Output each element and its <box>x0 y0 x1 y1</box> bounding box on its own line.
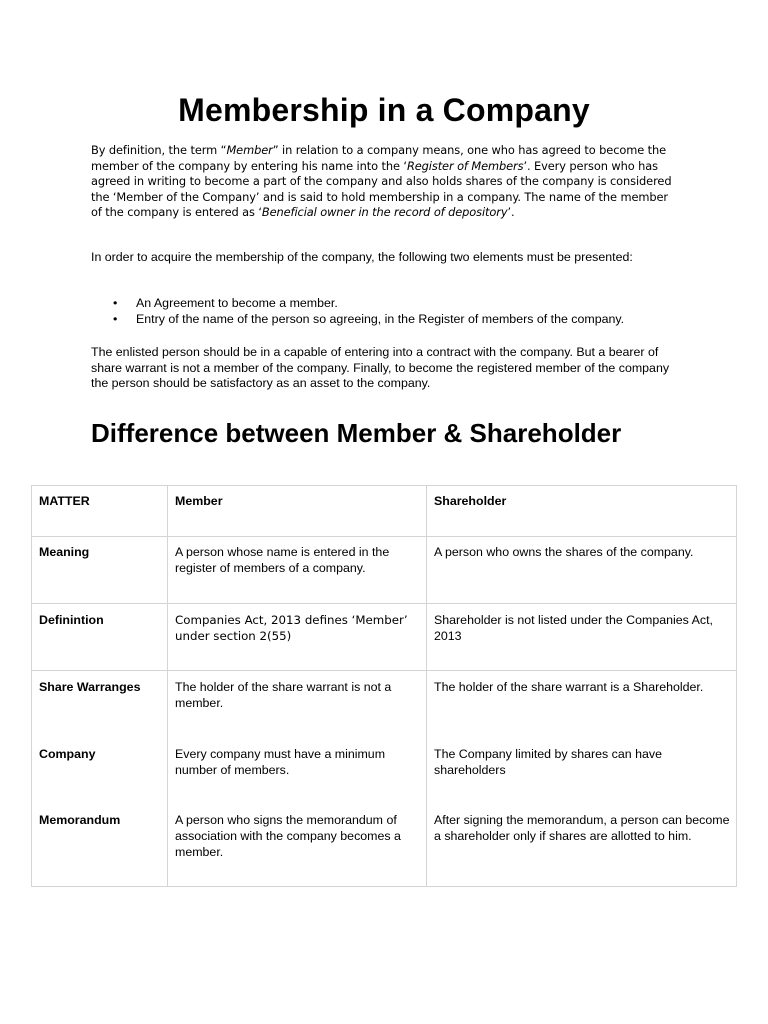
closing-paragraph: The enlisted person should be in a capable of entering into a contract with the company. But a bearer of share warrant is not a member of the company. Finally, to become the registered member of the company the person should be satisfactory as an asset to the company. <box>91 345 670 391</box>
definition-text-2: ” in relation to a company means, one who has agreed to become the member of the company by entering his name into the ‘ <box>91 143 667 173</box>
list-item-text: Entry of the name of the person so agreeing, in the Register of members of the company. <box>136 312 625 326</box>
table-cell: A person who owns the shares of the company. <box>434 545 694 559</box>
bullet-icon: • <box>113 296 118 310</box>
table-header-member: Member <box>175 494 223 508</box>
table-cell: Shareholder is not listed under the Companies Act, 2013 <box>434 613 713 643</box>
table-divider <box>31 603 737 604</box>
table-cell: A person who signs the memorandum of association with the company becomes a member. <box>175 813 401 859</box>
definition-term-register: Register of Members <box>406 158 524 173</box>
table-cell: The Company limited by shares can have shareholders <box>434 747 662 777</box>
row-label: Definintion <box>39 613 104 627</box>
page-title: Membership in a Company <box>178 92 590 128</box>
requirements-intro: In order to acquire the membership of the company, the following two elements must be presented: <box>91 250 633 264</box>
definition-text-3: ’. Every person who has agreed in writing to become a part of the company and also holds shares of the company is considered the ‘Member of the Company’ and is said to hold membership in a company. The name of the member of the company is entered as ‘ <box>91 158 672 220</box>
table-cell: A person whose name is entered in the register of members of a company. <box>175 545 390 575</box>
definition-paragraph <box>91 143 681 221</box>
definition-text-1: By definition, the term “ <box>91 143 227 157</box>
table-divider <box>31 670 737 671</box>
bullet-icon: • <box>113 312 118 326</box>
definition-text-4: ’. <box>507 205 515 220</box>
table-divider <box>167 485 168 887</box>
table-cell: The holder of the share warrant is a Shareholder. <box>434 680 704 694</box>
table-header-shareholder: Shareholder <box>434 494 507 508</box>
table-cell: Companies Act, 2013 defines ‘Member’ under section 2(55) <box>175 613 408 643</box>
table-header-matter: MATTER <box>39 494 90 508</box>
row-label: Meaning <box>39 545 90 559</box>
table-divider <box>426 485 427 887</box>
definition-term-beneficial-owner: Beneficial owner in the record of depository <box>261 205 508 220</box>
list-item-text: An Agreement to become a member. <box>136 296 338 310</box>
row-label: Memorandum <box>39 813 121 827</box>
table-cell: After signing the memorandum, a person can become a shareholder only if shares are allotted to him. <box>434 813 730 843</box>
requirements-list <box>91 295 691 327</box>
row-label: Company <box>39 747 96 761</box>
table-cell: The holder of the share warrant is not a member. <box>175 680 392 710</box>
table-cell: Every company must have a minimum number of members. <box>175 747 386 777</box>
list-item <box>91 295 691 311</box>
row-label: Share Warranges <box>39 680 141 694</box>
section-heading: Difference between Member & Shareholder <box>91 418 622 448</box>
definition-term-member: Member <box>226 143 273 157</box>
list-item <box>91 311 691 327</box>
table-divider <box>31 536 737 537</box>
